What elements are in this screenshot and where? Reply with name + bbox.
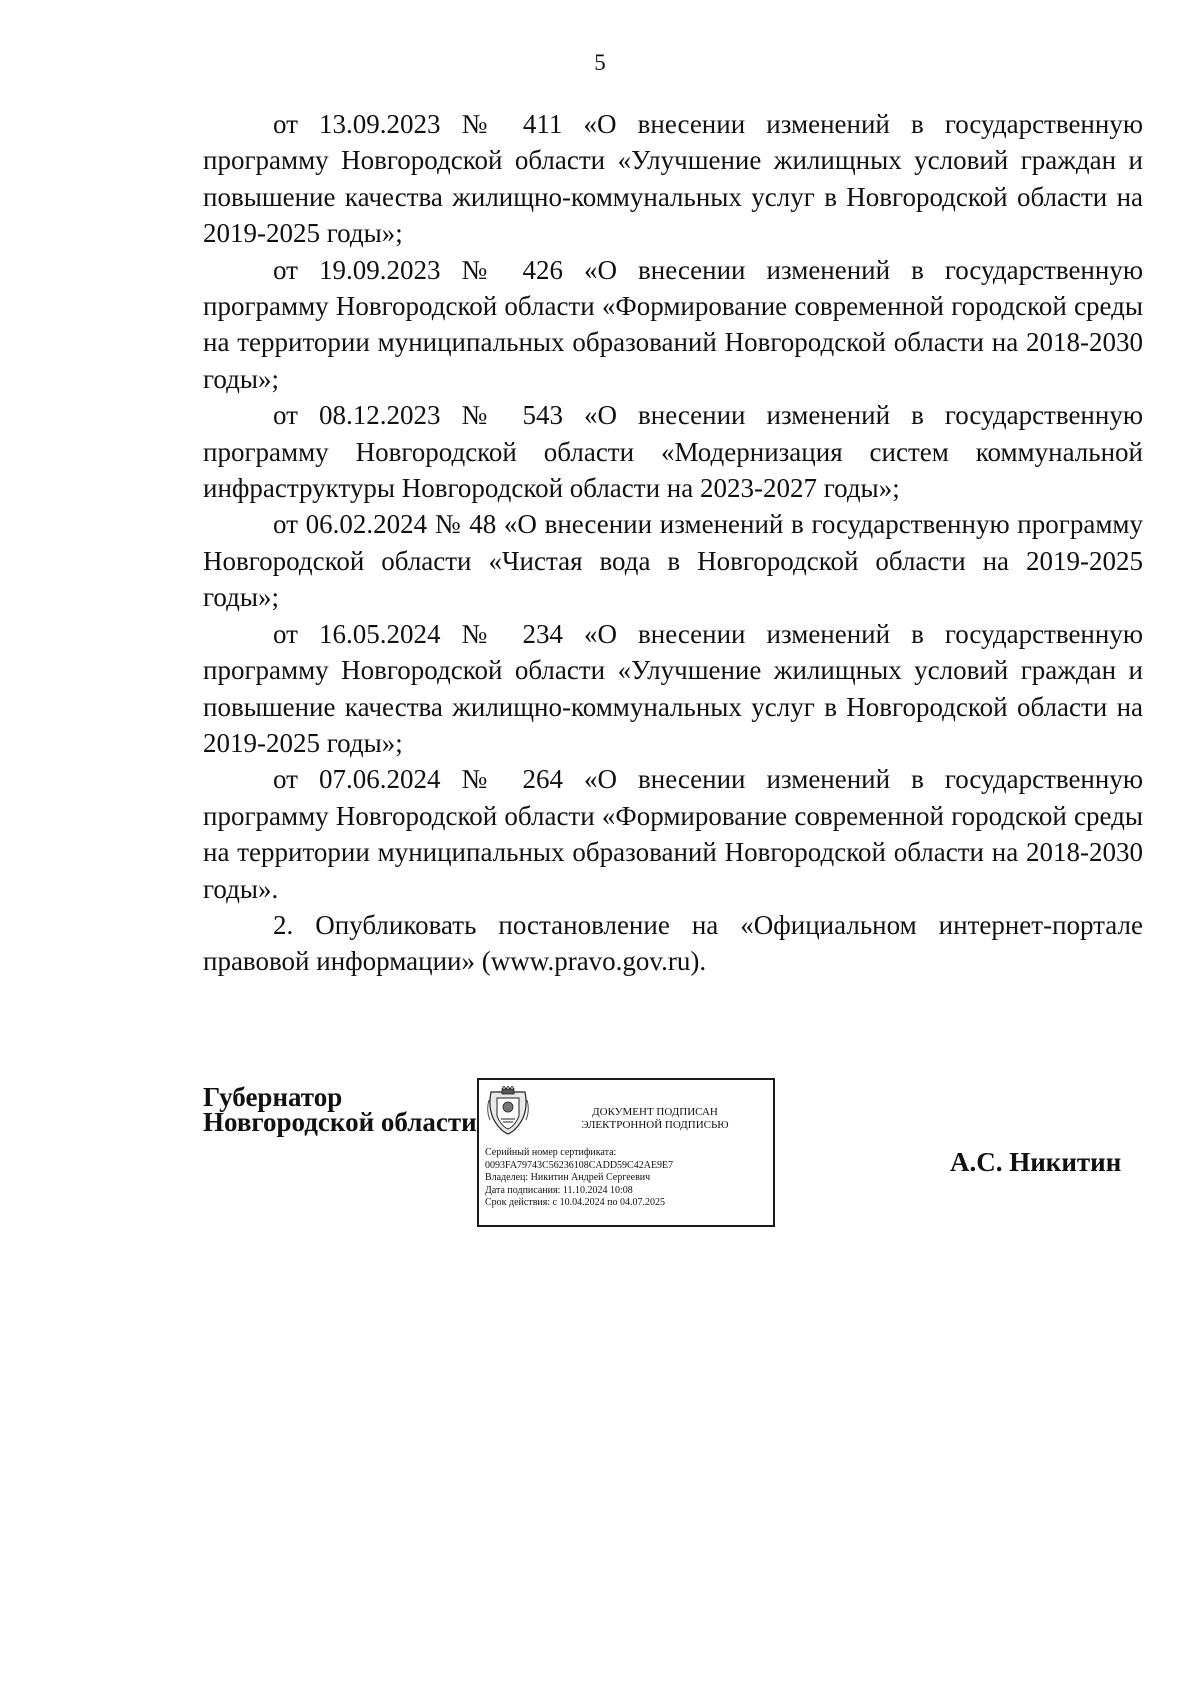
stamp-serial-value: 0093FA79743C56236108CADD59C42AE9E7 <box>485 1159 674 1171</box>
stamp-validity: Срок действия: с 10.04.2024 по 04.07.2025 <box>485 1197 665 1208</box>
signer-position-line1: Губернатор <box>203 1082 343 1112</box>
stamp-title <box>549 1106 761 1132</box>
paragraph-amendment-4: от 06.02.2024 № 48 «О внесении изменений в государственную программу Новгородской области «Чистая вода в Новгородской области на 2019-2025 годы»; <box>203 509 1143 613</box>
stamp-title-line1: ДОКУМЕНТ ПОДПИСАН <box>592 1106 718 1118</box>
stamp-details <box>485 1147 771 1210</box>
paragraph-amendment-1: от 13.09.2023 № 411 «О внесении изменений в государственную программу Новгородской области «Улучшение жилищных условий граждан и повышение качества жилищно-коммунальных услуг в Новгородской области на 2019-2025 годы»; <box>203 109 1143 249</box>
coat-of-arms-icon <box>485 1086 531 1136</box>
electronic-signature-stamp <box>477 1078 775 1227</box>
page-number: 5 <box>594 50 606 75</box>
paragraph-amendment-3: от 08.12.2023 № 543 «О внесении изменений в государственную программу Новгородской области «Модернизация систем коммунальной инфраструктуры Новгородской области на 2023-2027 годы»; <box>203 400 1143 504</box>
paragraph-amendment-2: от 19.09.2023 № 426 «О внесении изменений в государственную программу Новгородской области «Формирование современной городской среды на территории муниципальных образований Новгородской области на 2018-2030 годы»; <box>203 254 1143 394</box>
paragraph-amendment-6: от 07.06.2024 № 264 «О внесении изменений в государственную программу Новгородской области «Формирование современной городской среды на территории муниципальных образований Новгородской области на 2018-2030 годы». <box>203 764 1143 904</box>
document-body <box>203 106 1143 980</box>
stamp-serial-label: Серийный номер сертификата: <box>485 1147 617 1158</box>
signer-position-line2: Новгородской области <box>203 1107 477 1137</box>
stamp-title-line2: ЭЛЕКТРОННОЙ ПОДПИСЬЮ <box>581 1119 729 1131</box>
paragraph-publish: 2. Опубликовать постановление на «Официальном интернет-портале правовой информации» (www.pravo.gov.ru). <box>203 909 1143 977</box>
paragraph-amendment-5: от 16.05.2024 № 234 «О внесении изменений в государственную программу Новгородской области «Улучшение жилищных условий граждан и повышение качества жилищно-коммунальных услуг в Новгородской области на 2019-2025 годы»; <box>203 618 1143 758</box>
stamp-signed-date: Дата подписания: 11.10.2024 10:08 <box>485 1184 633 1196</box>
signer-name: А.С. Никитин <box>950 1147 1122 1177</box>
stamp-owner: Владелец: Никитин Андрей Сергеевич <box>485 1172 651 1183</box>
signer-position <box>203 1082 477 1137</box>
